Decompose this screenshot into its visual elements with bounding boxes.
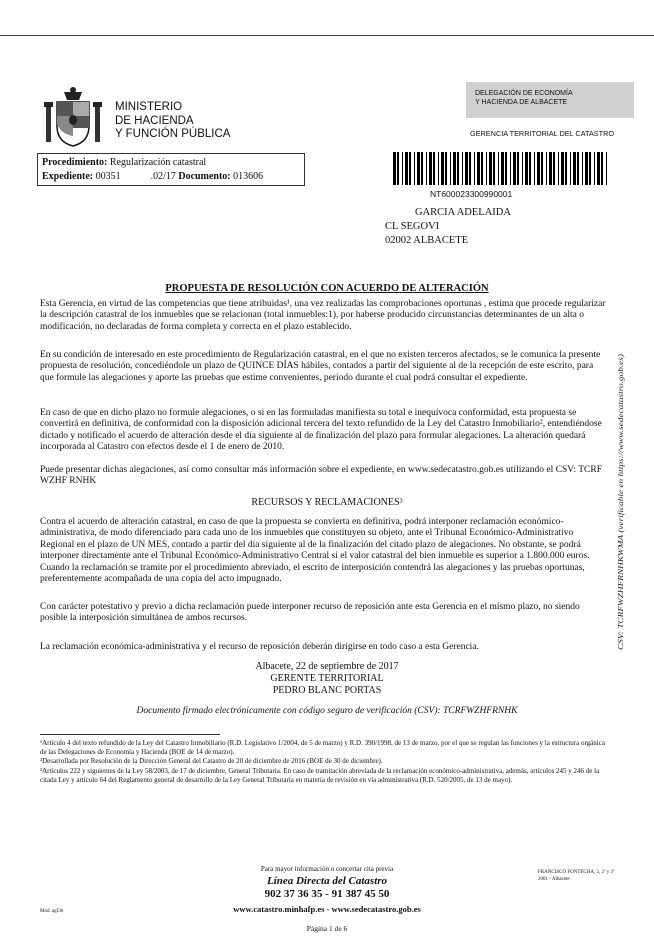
- barcode-bar: [553, 152, 555, 185]
- delegation-line: Y HACIENDA DE ALBACETE: [475, 99, 568, 106]
- barcode-bar: [493, 152, 495, 185]
- side-csv: [613, 350, 627, 650]
- barcode-bar: [529, 152, 531, 185]
- ministry-line: DE HACIENDA: [115, 114, 194, 127]
- ministry-line: Y FUNCIÓN PÚBLICA: [115, 128, 231, 140]
- barcode-bar: [549, 152, 552, 185]
- paragraph-text: Esta Gerencia, en virtud de las competencias que tiene atribuidas¹, una vez realizadas las comprobaciones oportunas , estima que procede regularizar la descripción catastral de los inmuebles que se relacionan (total inmuebles:1), por haberse producido circunstancias determinantes de un alta o modificación, no declaradas de forma completa y correcta en el plazo establecido.: [40, 299, 606, 332]
- paragraph-text: En su condición de interesado en este procedimiento de Regularización catastral, en el que no existen terceros afectados, se le comunica la presente propuesta de resolución, concediéndole un plazo de QUINCE DÍAS hábiles, contados a partir del siguiente al de la recepción de este escrito, para que formule las alegaciones y aporte las pruebas que estime convenientes, periodo durante el cual podrá consultar el expediente.: [40, 350, 601, 383]
- barcode-bar: [402, 152, 403, 185]
- barcode-bar: [570, 152, 571, 185]
- barcode-bar: [561, 152, 564, 185]
- barcode-bar: [510, 152, 511, 185]
- barcode-number: NT600023300990001: [430, 189, 513, 199]
- barcode-bar: [525, 152, 528, 185]
- paragraph-text: Puede presentar dichas alegaciones, así como consultar más información sobre el expediente, en www.sedecatastro.gob.es utilizando el CSV: TCRF WZHF RNHK: [40, 465, 603, 487]
- office-address-line: 2001 - Albacete: [538, 877, 570, 882]
- ministry-name: [115, 101, 230, 142]
- paragraph: [40, 517, 606, 585]
- barcode-bar: [417, 152, 420, 185]
- footnote: ³Artículos 222 y siguientes de la Ley 58/2003, de 17 de diciembre, General Tributaria. En caso de tramitación abreviada de la reclamación económico-administrativa, además, artículos 245 y 246 de la citada Ley y artículo 64 del Reglamento general de desarrollo de la Ley General Tributaria en materia de revisión en vía administrativa (R.D. 520/2005, de 13 de mayo).: [40, 767, 600, 784]
- expediente-suffix: .02/17: [150, 171, 176, 182]
- top-rule: [0, 35, 654, 36]
- barcode-bar: [489, 152, 492, 185]
- paragraph: [40, 642, 606, 653]
- footer-phones: 902 37 36 35 - 91 387 45 50: [264, 888, 390, 900]
- paragraph: [40, 299, 606, 333]
- barcode-bar: [450, 152, 451, 185]
- procedure-value: Regularización catastral: [109, 157, 207, 168]
- recursos-title: RECURSOS Y RECLAMACIONES³: [251, 497, 403, 508]
- recipient-name: GARCIA ADELAIDA: [415, 207, 511, 218]
- barcode-bar: [438, 152, 439, 185]
- barcode-bar: [597, 152, 600, 185]
- paragraph: [40, 350, 606, 384]
- barcode-bar: [426, 152, 427, 185]
- barcode-bar: [594, 152, 595, 185]
- signature-name: PEDRO BLANC PORTAS: [272, 685, 382, 696]
- spanish-crest-icon: [40, 86, 106, 152]
- barcode-bar: [558, 152, 559, 185]
- procedure-line: [42, 157, 206, 168]
- office-address-line: FRANCISCO FONTECHA, 2, 2º y 3º: [538, 870, 615, 875]
- barcode-bar: [469, 152, 471, 185]
- footnote: ¹Artículo 4 del texto refundido de la Ley del Catastro Inmobiliario (R.D. Legislativo 1/2004, de 5 de marzo) y R.D. 390/1998, de 13 de marzo, por el que se regulan las funciones y la estructura orgánica de las Delegaciones de Economía y Hacienda (BOE de 14 de marzo).: [40, 739, 605, 756]
- footer-info: Para mayor información o concertar cita previa: [260, 865, 394, 873]
- barcode-bar: [522, 152, 523, 185]
- footnote: ²Desarrollada por Resolución de la Dirección General del Catastro de 20 de diciembre de 2016 (BOE de 30 de diciembre).: [40, 757, 383, 765]
- barcode-bar: [477, 152, 480, 185]
- barcode-bar: [534, 152, 535, 185]
- paragraph: [40, 408, 606, 454]
- barcode-bar: [393, 152, 396, 185]
- barcode-bar: [501, 152, 504, 185]
- barcode-bar: [601, 152, 603, 185]
- barcode-bar: [409, 152, 411, 185]
- barcode-bar: [414, 152, 415, 185]
- barcode-bar: [585, 152, 588, 185]
- delegation-line: DELEGACIÓN DE ECONOMÍA: [475, 90, 573, 97]
- barcode-bar: [441, 152, 444, 185]
- barcode-bar: [433, 152, 435, 185]
- barcode-bar: [606, 152, 607, 185]
- recipient-city: 02002 ALBACETE: [385, 235, 469, 246]
- barcode-bar: [505, 152, 507, 185]
- model-code: Mod. agf36: [40, 909, 64, 914]
- barcode-bar: [465, 152, 468, 185]
- svg-text:CSV: TCRFWZHFRNHKWMA (verifica: CSV: TCRFWZHFRNHKWMA (verificable en https://www.sedecatastro.gob.es): [617, 426, 625, 650]
- barcode-bar: [474, 152, 475, 185]
- signature-role: GERENTE TERRITORIAL: [270, 673, 384, 684]
- barcode-bar: [582, 152, 583, 185]
- expediente-line: [42, 171, 263, 182]
- barcode-bar: [517, 152, 519, 185]
- procedure-label: Procedimiento:: [42, 157, 108, 168]
- barcode-bar: [453, 152, 456, 185]
- barcode-bar: [429, 152, 432, 185]
- barcode-bar: [397, 152, 399, 185]
- recipient-street: CL SEGOVI: [385, 221, 440, 232]
- paragraph-text: Con carácter potestativo y previo a dicha reclamación puede interponer recurso de reposición ante esta Gerencia en el mismo plazo, no siendo posible la interposición simultánea de ambos recursos.: [40, 602, 580, 624]
- barcode-bar: [589, 152, 591, 185]
- footer-linea: Línea Directa del Catastro: [266, 875, 388, 887]
- barcode-bar: [541, 152, 543, 185]
- barcode-bar: [445, 152, 447, 185]
- barcode-icon: [393, 152, 611, 185]
- barcode-bar: [498, 152, 499, 185]
- office-address: [538, 869, 615, 883]
- csv-note: Documento firmado electrónicamente con código seguro de verificación (CSV): TCRFWZHFRNHK: [136, 706, 518, 716]
- paragraph: [40, 465, 606, 488]
- documento-value: 013606: [233, 171, 264, 182]
- barcode-bar: [457, 152, 459, 185]
- barcode-bar: [573, 152, 576, 185]
- barcode-bar: [577, 152, 579, 185]
- footnote-rule: [40, 734, 220, 735]
- expediente-value: 00351: [95, 171, 121, 182]
- signature-date: Albacete, 22 de septiembre de 2017: [255, 661, 399, 672]
- footer-web: www.catastro.minhafp.es - www.sedecatastro.gob.es: [233, 904, 421, 914]
- document-title: PROPUESTA DE RESOLUCIÓN CON ACUERDO DE ALTERACIÓN: [165, 283, 489, 294]
- barcode-bar: [565, 152, 567, 185]
- barcode-bar: [405, 152, 408, 185]
- barcode-bar: [462, 152, 463, 185]
- paragraph-text: Contra el acuerdo de alteración catastral, en caso de que la propuesta se convierta en definitiva, podrá interponer reclamación económico-administrativa, de modo diferenciado para cada uno de los inmuebles que constituyen su objeto, ante el Tribunal Económico-Administrativo Regional en el plazo de UN MES, contado a partir del día siguiente al de la finalización del citado plazo de alegaciones. No obstante, se podrá interponer directamente ante el Tribunal Económico-Administrativo Central si el valor catastral del bien inmueble es superior a 1.800.000 euros. Cuando la reclamación se tramite por el procedimiento abreviado, el escrito de interposición contendrá las alegaciones y las pruebas oportunas, preferentemente acompañada de una copia del acto impugnado.: [40, 517, 590, 585]
- ministry-line: MINISTERIO: [115, 101, 183, 113]
- barcode-bar: [546, 152, 547, 185]
- gerencia-name: GERENCIA TERRITORIAL DEL CATASTRO: [470, 129, 615, 138]
- paragraph: [40, 602, 606, 625]
- paragraph-text: En caso de que en dicho plazo no formule alegaciones, o si en las formuladas manifiesta su total e inequívoca conformidad, esta propuesta se convertirá en definitiva, de conformidad con la disposición adicional tercera del texto refundido de la Ley del Catastro Inmobiliario², entendiéndose dictado y notificado el acuerdo de alteración desde el día siguiente al de finalización del plazo para formular alegaciones. La alteración quedará incorporada al Catastro con efectos desde el 1 de enero de 2010.: [40, 408, 602, 453]
- delegation-name: [475, 89, 573, 107]
- barcode-bar: [513, 152, 516, 185]
- barcode-bar: [481, 152, 483, 185]
- documento-label: Documento:: [178, 171, 231, 182]
- paragraph-text: La reclamación económica-administrativa y el recurso de reposición deberán dirigirse en todo caso a esta Gerencia.: [40, 642, 479, 652]
- expediente-label: Expediente:: [42, 171, 94, 182]
- barcode-bar: [421, 152, 423, 185]
- barcode-bar: [486, 152, 487, 185]
- page-number: Página 1 de 6: [306, 924, 348, 933]
- barcode-bar: [537, 152, 540, 185]
